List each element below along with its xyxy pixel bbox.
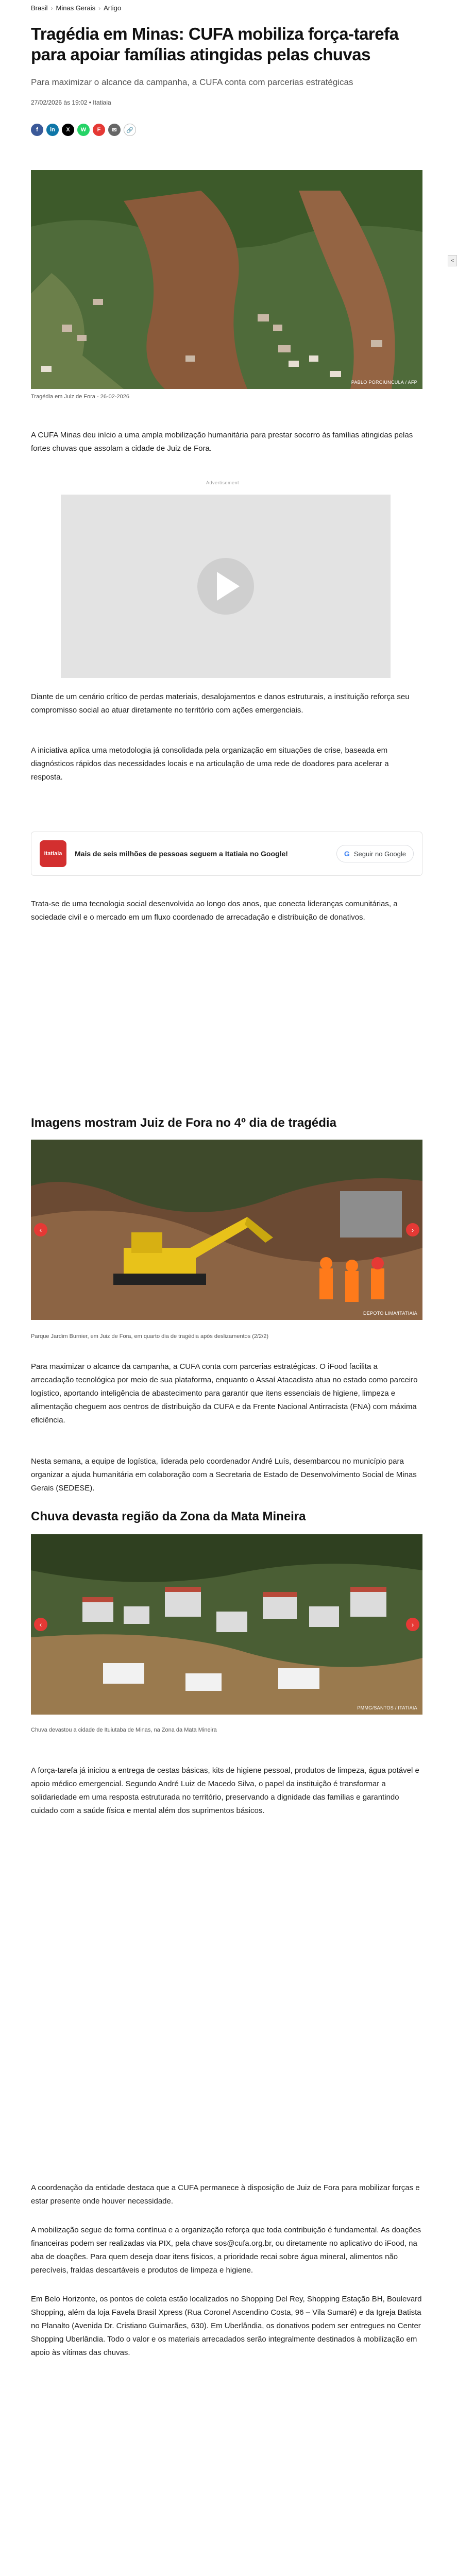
hero-caption: Tragédia em Juiz de Fora - 26-02-2026 <box>31 394 129 400</box>
gallery-heading: Imagens mostram Juiz de Fora no 4º dia de tragédia <box>31 1116 336 1130</box>
gallery-caption: Chuva devastou a cidade de Ituiutaba de Minas, na Zona da Mata Mineira <box>31 1727 217 1733</box>
google-follow-box <box>31 832 422 876</box>
gallery-next-icon[interactable]: › <box>406 1223 419 1236</box>
side-collapse-tab[interactable]: < <box>448 255 457 266</box>
gallery-prev-icon[interactable]: ‹ <box>34 1618 47 1631</box>
article-subtitle: Para maximizar o alcance da campanha, a CUFA conta com parcerias estratégicas <box>31 77 353 87</box>
google-follow-text: Mais de seis milhões de pessoas seguem a Itatiaia no Google! <box>75 850 288 858</box>
rescue-excavator-photo <box>31 1140 422 1320</box>
advertisement-label: Advertisement <box>206 480 240 485</box>
breadcrumb-separator-icon: › <box>50 4 53 12</box>
gallery-credit: DEPOTO LIMA/ITATIAIA <box>363 1311 417 1316</box>
google-icon: G <box>344 850 350 858</box>
article-title: Tragédia em Minas: CUFA mobiliza força-tarefa para apoiar famílias atingidas pelas chuvas <box>31 24 399 64</box>
breadcrumb-item-brasil[interactable]: Brasil <box>31 4 48 12</box>
share-bar <box>31 124 136 136</box>
follow-google-button[interactable] <box>336 845 414 862</box>
hero-credit: PABLO PORCIUNCULA / AFP <box>351 380 417 385</box>
video-player[interactable] <box>61 495 391 678</box>
flooded-town-photo <box>31 1534 422 1715</box>
paragraph: A mobilização segue de forma contínua e a organização reforça que toda contribuição é fundamental. As doações financeiras podem ser realizadas via PIX, pela chave sos@cufa.org.br, ou diretamente no aplicativo do iFood, na aba de doações. Para quem deseja doar itens físicos, a prioridade recai sobre água mineral, alimentos não perecíveis, fraldas descartáveis e produtos de limpeza e higiene. <box>31 2226 421 2275</box>
paragraph: Em Belo Horizonte, os pontos de coleta estão localizados no Shopping Del Rey, Shopping Estação BH, Boulevard Shopping, além da loja Favela Brasil Xpress (Rua Coronel Ascendino Costa, 96 – Vila Sumaré) e da Igreja Batista no Planalto (Avenida Dr. Cristiano Guimarães, 630). Em Uberlândia, os donativos podem ser entregues no Center Shopping Uberlândia. Todo o valor e os materiais arrecadados serão integralmente destinados à mobilização em apoio às vítimas das chuvas. <box>31 2295 422 2357</box>
gallery-image[interactable] <box>31 1534 422 1715</box>
article-meta: 27/02/2026 às 19:02 • Itatiaia <box>31 99 111 106</box>
gallery-credit: PMMG/SANTOS / ITATIAIA <box>357 1705 417 1710</box>
gallery-heading: Chuva devasta região da Zona da Mata Mineira <box>31 1510 306 1523</box>
whatsapp-share-icon[interactable]: W <box>77 124 90 136</box>
paragraph: A iniciativa aplica uma metodologia já consolidada pela organização em situações de crise, baseada em diagnósticos rápidos das necessidades locais e na articulação de uma rede de doadores para acelerar a resposta. <box>31 746 389 782</box>
paragraph: Trata-se de uma tecnologia social desenvolvida ao longo dos anos, que conecta lideranças comunitárias, a sociedade civil e o mercado em um fluxo coordenado de arrecadação e distribuição de donativos. <box>31 900 398 922</box>
play-icon[interactable] <box>197 558 254 615</box>
paragraph: Nesta semana, a equipe de logística, liderada pelo coordenador André Luís, desembarcou no município para organizar a ajuda humanitária em colaboração com a Secretaria de Estado de Desenvolvimento Social de Minas Gerais (SEDESE). <box>31 1457 417 1493</box>
breadcrumb <box>31 4 121 12</box>
x-share-icon[interactable]: X <box>62 124 74 136</box>
paragraph: A força-tarefa já iniciou a entrega de cestas básicas, kits de higiene pessoal, produtos de limpeza, água potável e apoio médico emergencial. Segundo André Luiz de Macedo Silva, o papel da instituição é transformar a solidariedade em uma resposta estruturada no território, preservando a dignidade das famílias e garantindo cuidado com a saúde física e mental além dos suprimentos básicos. <box>31 1766 419 1815</box>
paragraph: Para maximizar o alcance da campanha, a CUFA conta com parcerias estratégicas. O iFood facilita a arrecadação tecnológica por meio de sua plataforma, enquanto o Assaí Atacadista atua no estado como parceiro logístico, aportando inteligência de abastecimento para garantir que itens essenciais de higiene, limpeza e alimentação cheguem aos centros de distribuição da CUFA e da Frente Nacional Antirracista (FNA) com máxima eficiência. <box>31 1362 418 1425</box>
breadcrumb-item-artigo[interactable]: Artigo <box>104 4 122 12</box>
gallery-image[interactable] <box>31 1140 422 1320</box>
itatiaia-logo: Itatiaia <box>40 840 66 867</box>
hero-image <box>31 170 422 389</box>
gallery-caption: Parque Jardim Burnier, em Juiz de Fora, em quarto dia de tragédia após deslizamentos (2/2/2) <box>31 1333 269 1340</box>
email-share-icon[interactable]: ✉ <box>108 124 121 136</box>
follow-google-label: Seguir no Google <box>353 850 406 858</box>
paragraph: A CUFA Minas deu início a uma ampla mobilização humanitária para prestar socorro às famílias atingidas pelas fortes chuvas que assolam a cidade de Juiz de Fora. <box>31 431 413 453</box>
linkedin-share-icon[interactable]: in <box>46 124 59 136</box>
breadcrumb-separator-icon: › <box>98 4 101 12</box>
paragraph: A coordenação da entidade destaca que a CUFA permanece à disposição de Juiz de Fora para mobilizar forças e estar presente onde houver necessidade. <box>31 2183 420 2206</box>
breadcrumb-item-minas-gerais[interactable]: Minas Gerais <box>56 4 96 12</box>
paragraph: Diante de um cenário crítico de perdas materiais, desalojamentos e danos estruturais, a instituição reforça seu compromisso social ao atuar diretamente no território com ações emergenciais. <box>31 692 410 715</box>
gallery-next-icon[interactable]: › <box>406 1618 419 1631</box>
landslide-aerial-photo <box>31 170 422 389</box>
gallery-prev-icon[interactable]: ‹ <box>34 1223 47 1236</box>
facebook-share-icon[interactable]: f <box>31 124 43 136</box>
flipboard-share-icon[interactable]: F <box>93 124 105 136</box>
copy-link-icon[interactable]: 🔗 <box>124 124 136 136</box>
